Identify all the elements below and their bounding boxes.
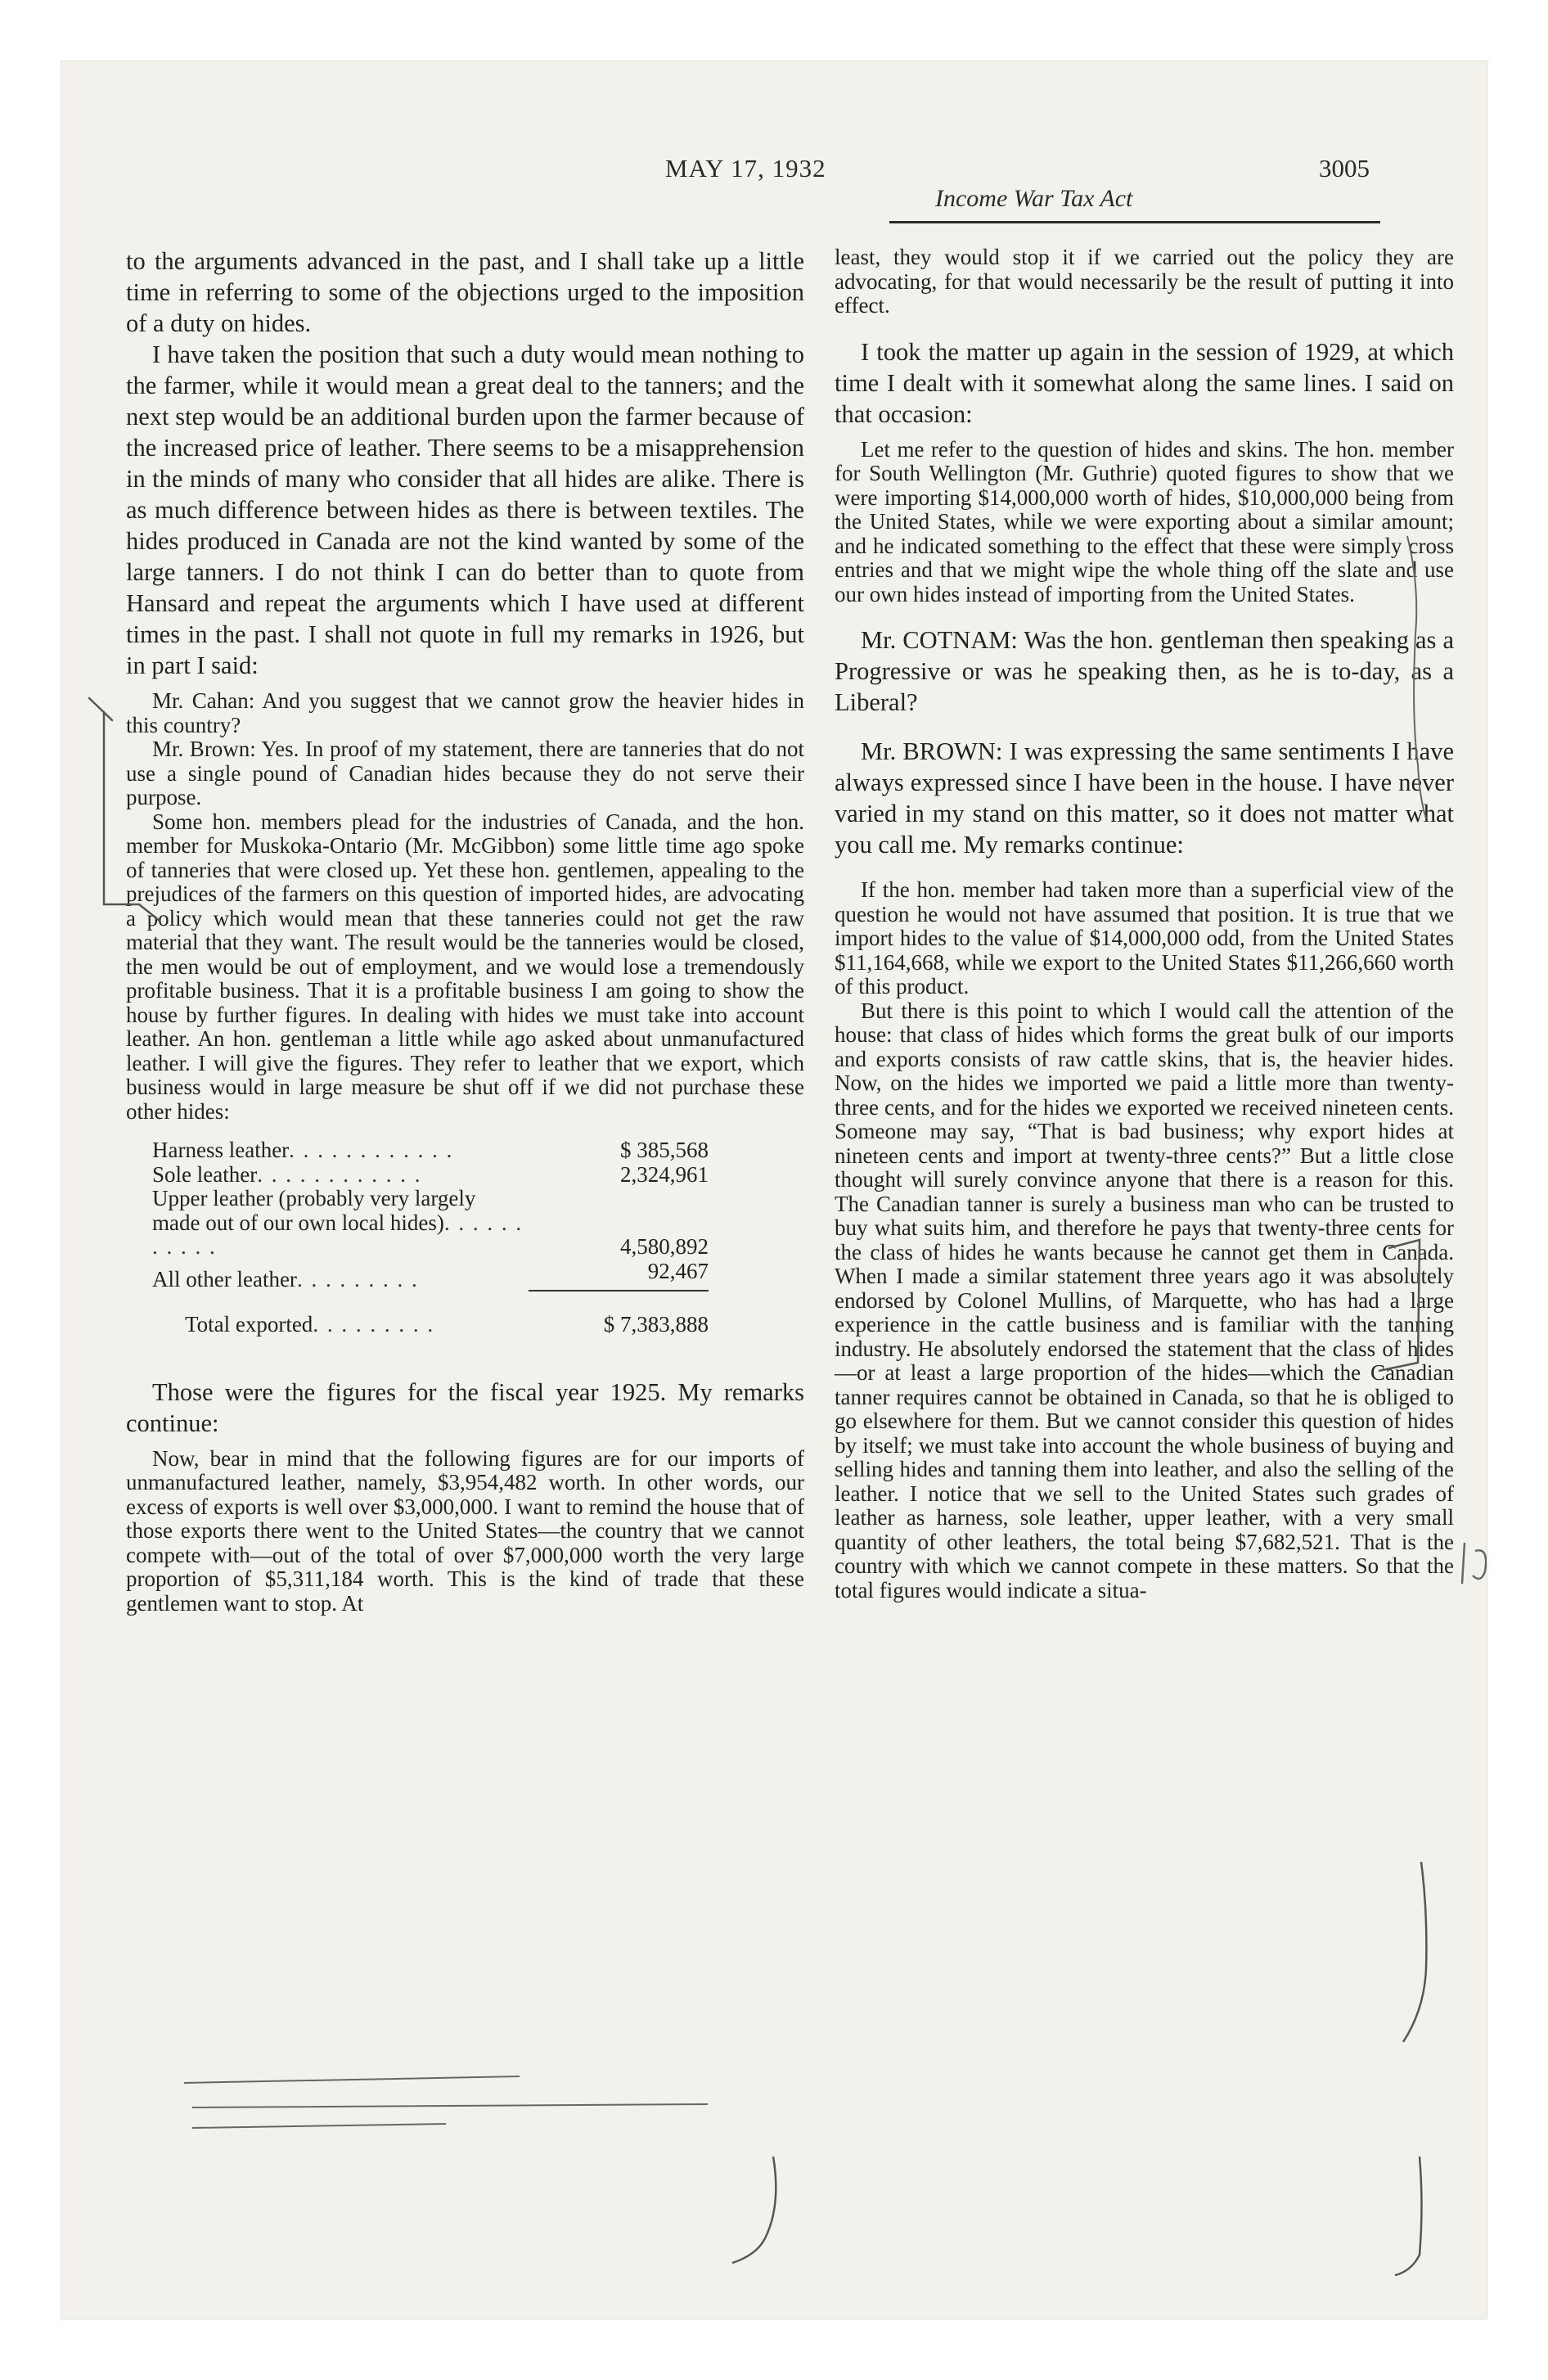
left-column <box>126 246 804 1616</box>
row-item: All other leather <box>152 1266 297 1291</box>
table-row <box>152 1163 709 1188</box>
paragraph: Mr. COTNAM: Was the hon. gentleman then speaking as a Progressive or was he speaking then, as he is to-day, as a Liberal? <box>835 626 1454 716</box>
quoted-paragraph: If the hon. member had taken more than a superficial view of the question he would not have assumed that position. It is true that we import hides to the value of $14,000,000 odd, from the United States $11,164,668, while we export to the United States $11,266,660 worth of this product. <box>835 877 1454 998</box>
quoted-paragraph: Now, bear in mind that the following figures are for our imports of unmanufactured leather, namely, $3,954,482 worth. In other words, our excess of exports is well over $3,000,000. I want to remind the house that of those exports there went to the United States—the country that we cannot compete with—out of the total of over $7,000,000 worth the very large proportion of $5,311,184 worth. This is the kind of trade that these gentlemen want to stop. At <box>126 1445 804 1616</box>
quoted-paragraph: least, they would stop it if we carried out the policy they are advocating, for that would necessarily be the result of putting it into effect. <box>835 245 1454 318</box>
table-row <box>152 1138 709 1163</box>
total-label: Total exported <box>185 1312 313 1336</box>
section-title: Income War Tax Act <box>935 185 1133 212</box>
dot-leader: . . . . . . . . . . . <box>152 1210 524 1259</box>
row-amount: $ 385,568 <box>620 1138 709 1162</box>
dot-leader: . . . . . . . . . . . . <box>289 1138 454 1162</box>
dot-leader: . . . . . . . . . <box>313 1312 435 1336</box>
margin-number-mark <box>1462 1543 1486 1584</box>
row-item: Harness leather <box>152 1138 290 1162</box>
total-amount: $ 7,383,888 <box>603 1312 709 1336</box>
paragraph: I have taken the position that such a duty would mean nothing to the farmer, while it would mean a great deal to the tanners; and the next step would be an additional burden upon the farmer because of the increased price of leather. There seems to be a misapprehension in the minds of many who consider that all hides are alike. There is as much difference between hides as there is between textiles. The hides produced in Canada are not the kind wanted by some of the large tanners. I do not think I can do better than to quote from Hansard and repeat the arguments which I have used at different times in the past. I shall not quote in full my remarks in 1926, but in part I said: <box>126 340 804 679</box>
spacer <box>126 1337 804 1377</box>
table-row <box>152 1260 709 1292</box>
underline-mark <box>184 2076 708 2128</box>
dot-leader: . . . . . . . . . <box>296 1266 419 1291</box>
page-number: 3005 <box>1319 154 1370 183</box>
quoted-paragraph: Mr. Brown: Yes. In proof of my statement, there are tanneries that do not use a single pound of Canadian hides because they do not serve their purpose. <box>126 737 804 809</box>
quoted-paragraph: Some hon. members plead for the industries of Canada, and the hon. member for Muskoka-Ontario (Mr. McGibbon) some little time ago spoke of tanneries that were closed up. Yet these hon. gentlemen, appealing to the prejudices of the farmers on this question of imported hides, are advocating a policy which would mean that these tanneries could not get the raw material that they want. The result would be the tanneries would be closed, the men would be out of employment, and we would lose a tremendously profitable business. That it is a profitable business I am going to show the house by further figures. In dealing with hides we must take into account leather. An hon. gentleman a little while ago asked about unmanufactured leather. I will give the figures. They refer to leather that we export, which business would in large measure be shut off if we did not purchase these other hides: <box>126 809 804 1124</box>
bottom-right-mark <box>1395 2157 1422 2275</box>
header-rule <box>889 221 1380 223</box>
paragraph: Mr. BROWN: I was expressing the same sentiments I have always expressed since I have been in the house. I have never varied in my stand on this matter, so it does not matter what you call me. My remarks continue: <box>835 737 1454 859</box>
table-row <box>152 1187 709 1260</box>
dot-leader: . . . . . . . . . . . . <box>257 1161 422 1187</box>
quoted-paragraph: Let me refer to the question of hides and skins. The hon. member for South Wellington (Mr. Guthrie) quoted figures to show that we were importing $14,000,000 worth of hides, $10,000,000 being from the United States, while we were exporting about a similar amount; and he indicated something to the effect that these were simply cross entries and that we might wipe the whole thing off the slate and use our own hides instead of importing from the United States. <box>835 436 1454 606</box>
row-amount-value: 92,467 <box>647 1258 709 1283</box>
right-bracket-mark-3 <box>1403 1862 1426 2042</box>
row-amount: 2,324,961 <box>620 1161 709 1187</box>
left-corner-mark <box>732 2157 776 2263</box>
row-amount <box>529 1260 709 1292</box>
leather-export-table <box>152 1138 709 1337</box>
paragraph: to the arguments advanced in the past, and I shall take up a little time in referring to some of the objections urged to the imposition of a duty on hides. <box>126 247 804 337</box>
paragraph: Those were the figures for the fiscal year 1925. My remarks continue: <box>126 1377 804 1437</box>
row-item: Upper leather (probably very largely made out of our own local hides) <box>152 1186 476 1235</box>
table-total-row <box>152 1291 709 1337</box>
row-amount: 4,580,892 <box>620 1234 709 1259</box>
header-date: MAY 17, 1932 <box>665 154 826 183</box>
hansard-page <box>61 61 1487 2319</box>
right-column <box>835 246 1454 1602</box>
page-header <box>61 61 1487 225</box>
row-item: Sole leather <box>152 1161 258 1187</box>
quoted-paragraph: But there is this point to which I would call the attention of the house: that class of hides which forms the great bulk of our imports and exports consists of raw cattle skins, that is, the heavier hides. Now, on the hides we imported we paid a little more than twenty-three cents, and for the hides we exported we received nineteen cents. Someone may say, “That is bad business; why export hides at nineteen cents and import at twenty-three cents?” But a little close thought will surely convince anyone that there is a reason for this. The Canadian tanner is surely a business man who can be trusted to buy what suits him, and therefore he pays that twenty-three cents for the class of hides he wants because he cannot get them in Canada. When I made a similar statement three years ago it was absolutely endorsed by Colonel Mullins, of Marquette, who has had a large experience in the cattle business and is familiar with the tanning industry. He absolutely endorsed the statement that the class of hides—or at least a large proportion of the hides—which the Canadian tanner requires cannot be obtained in Canada, so that he is obliged to go elsewhere for them. But we cannot consider this question of hides by itself; we must take into account the whole business of buying and selling hides and tanning them into leather, and also the selling of the leather. I notice that we sell to the United States such grades of leather as harness, sole leather, upper leather, with a very small quantity of other leathers, the total being $7,682,521. That is the country with which we cannot compete in these matters. So that the total figures would indicate a situa- <box>835 998 1454 1602</box>
paragraph: I took the matter up again in the session of 1929, at which time I dealt with it somewhat along the same lines. I said on that occasion: <box>835 337 1454 428</box>
quoted-paragraph: Mr. Cahan: And you suggest that we cannot grow the heavier hides in this country? <box>126 688 804 737</box>
